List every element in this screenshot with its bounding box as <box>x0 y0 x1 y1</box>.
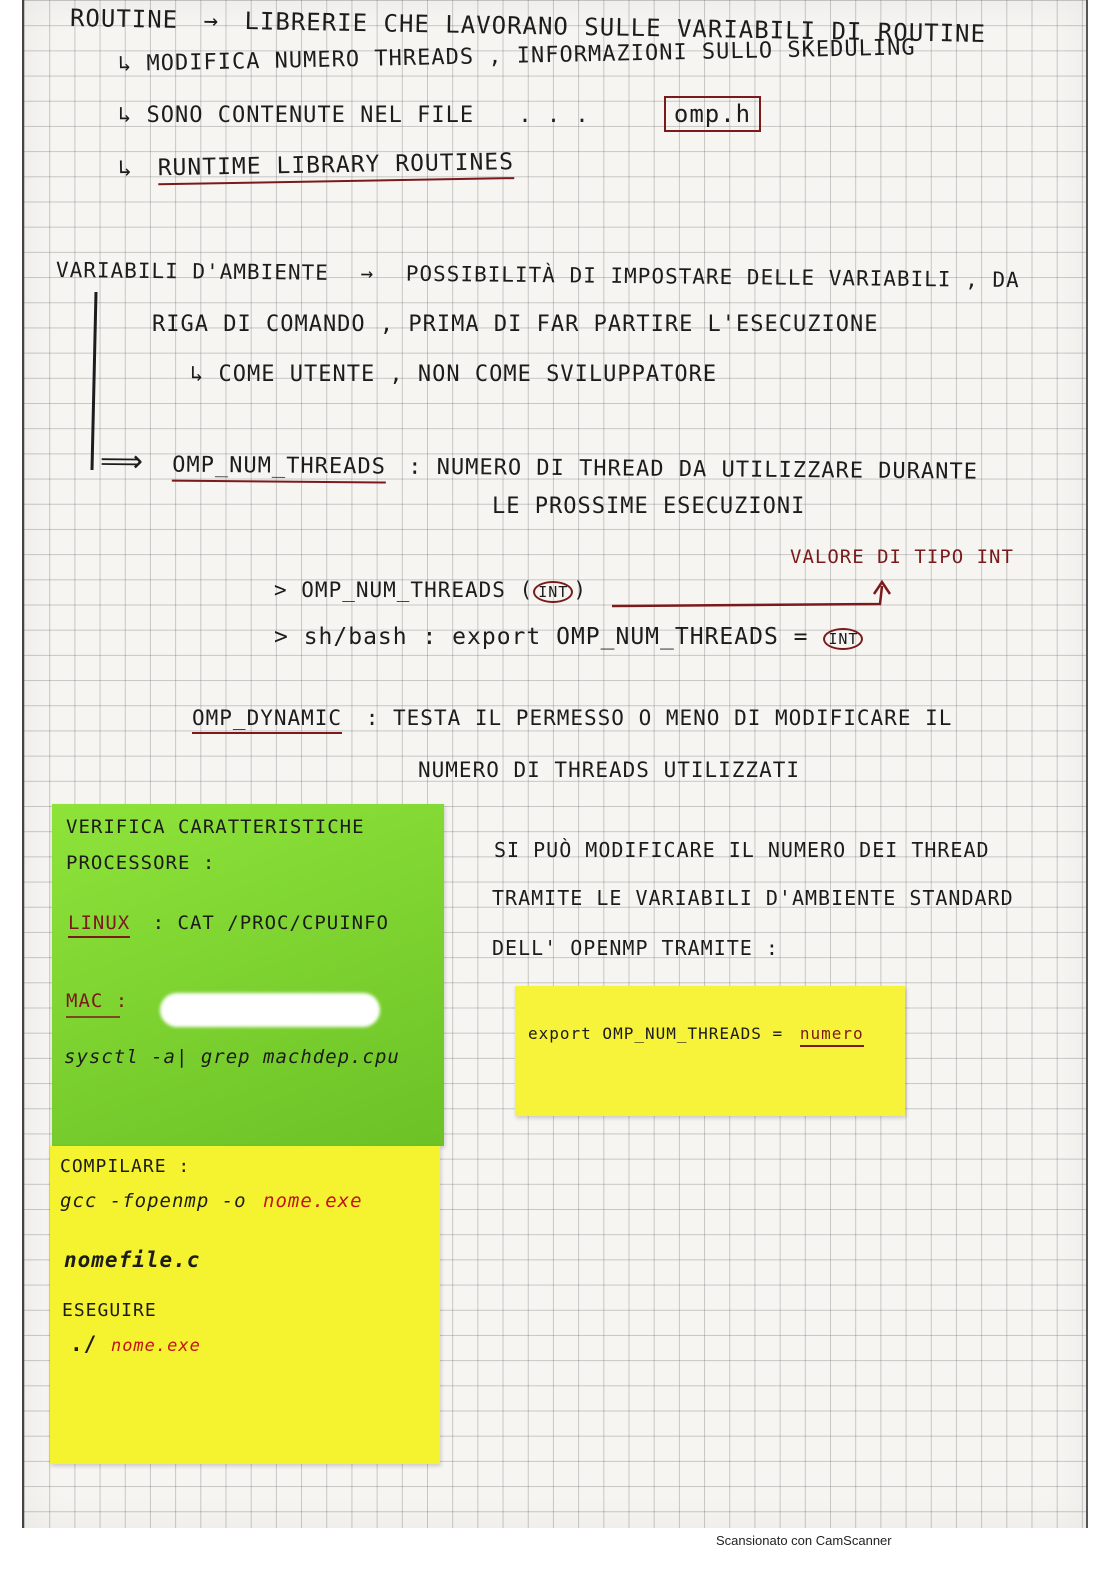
export-text: export OMP_NUM_THREADS = <box>528 1024 784 1043</box>
env-vars-line-2: RIGA DI COMANDO , PRIMA DI FAR PARTIRE L'ESECUZIONE <box>152 312 879 337</box>
mac-command: sysctl -a| grep machdep.cpu <box>64 1046 400 1068</box>
int-type-note: VALORE DI TIPO INT <box>790 546 1014 568</box>
run-heading: ESEGUIRE <box>62 1300 157 1321</box>
omp-dynamic-label: OMP_DYNAMIC <box>192 706 342 734</box>
env-vars-description: POSSIBILITÀ DI IMPOSTARE DELLE VARIABILI , DA <box>405 261 1020 293</box>
modify-threads-line-1: SI PUÒ MODIFICARE IL NUMERO DEI THREAD <box>494 838 990 862</box>
modify-threads-line-3: DELL' OPENMP TRAMITE : <box>492 936 779 960</box>
int-circle: INT <box>533 581 573 603</box>
routine-description: LIBRERIE CHE LAVORANO SULLE VARIABILI DI ROUTINE <box>244 7 987 48</box>
linux-label: LINUX <box>68 912 130 938</box>
modify-threads-line-2: TRAMITE LE VARIABILI D'AMBIENTE STANDARD <box>492 886 1014 910</box>
routine-line-3-text: ↳ SONO CONTENUTE NEL FILE <box>118 103 475 128</box>
command-text: > OMP_NUM_THREADS ( <box>274 578 534 602</box>
verify-heading-2: PROCESSORE : <box>66 852 216 874</box>
compile-heading: COMPILARE : <box>60 1156 191 1177</box>
omp-dynamic-description: : TESTA IL PERMESSO O MENO DI MODIFICARE IL <box>365 706 953 730</box>
arrow-right-icon: → <box>360 261 375 286</box>
omp-header-file: omp.h <box>664 96 761 132</box>
corner-arrow-icon: ↳ <box>117 155 134 182</box>
bracket-line <box>92 292 96 470</box>
int-circle: INT <box>823 628 863 650</box>
omp-num-threads-label: OMP_NUM_THREADS <box>172 453 386 484</box>
connector-arrow <box>612 586 882 606</box>
numero-value: numero <box>800 1024 864 1047</box>
export-command: > sh/bash : export OMP_NUM_THREADS = <box>274 624 809 650</box>
omp-num-threads-line-2: LE PROSSIME ESECUZIONI <box>492 494 806 519</box>
omp-dynamic-line-2: NUMERO DI THREADS UTILIZZATI <box>418 758 801 782</box>
source-file: nomefile.c <box>64 1248 201 1272</box>
run-exe-name: nome.exe <box>110 1336 201 1356</box>
mac-label: MAC : <box>66 990 129 1012</box>
close-paren: ) <box>573 578 587 602</box>
env-vars-label: VARIABILI D'AMBIENTE <box>55 258 329 285</box>
verify-heading-1: VERIFICA CARATTERISTICHE <box>66 816 365 838</box>
double-arrow-icon: ⟹ <box>99 444 145 480</box>
run-prefix: ./ <box>70 1332 98 1356</box>
env-vars-line-3: ↳ COME UTENTE , NON COME SVILUPPATORE <box>190 362 718 387</box>
scanner-footer: Scansionato con CamScanner <box>716 1533 892 1548</box>
linux-cpuinfo: : CAT /PROC/CPUINFO <box>152 912 389 934</box>
routine-label: ROUTINE <box>69 4 179 34</box>
runtime-library-routines: RUNTIME LIBRARY ROUTINES <box>157 149 514 185</box>
gcc-command: gcc -fopenmp -o <box>60 1190 247 1212</box>
routine-line-2: ↳ MODIFICA NUMERO THREADS , INFORMAZIONI SULLO SKEDULING <box>117 35 916 77</box>
arrow-right-icon: → <box>203 6 220 35</box>
ellipsis: . . . <box>518 103 590 128</box>
omp-num-threads-description: : NUMERO DI THREAD DA UTILIZZARE DURANTE <box>408 454 979 485</box>
exe-name: nome.exe <box>263 1190 363 1212</box>
